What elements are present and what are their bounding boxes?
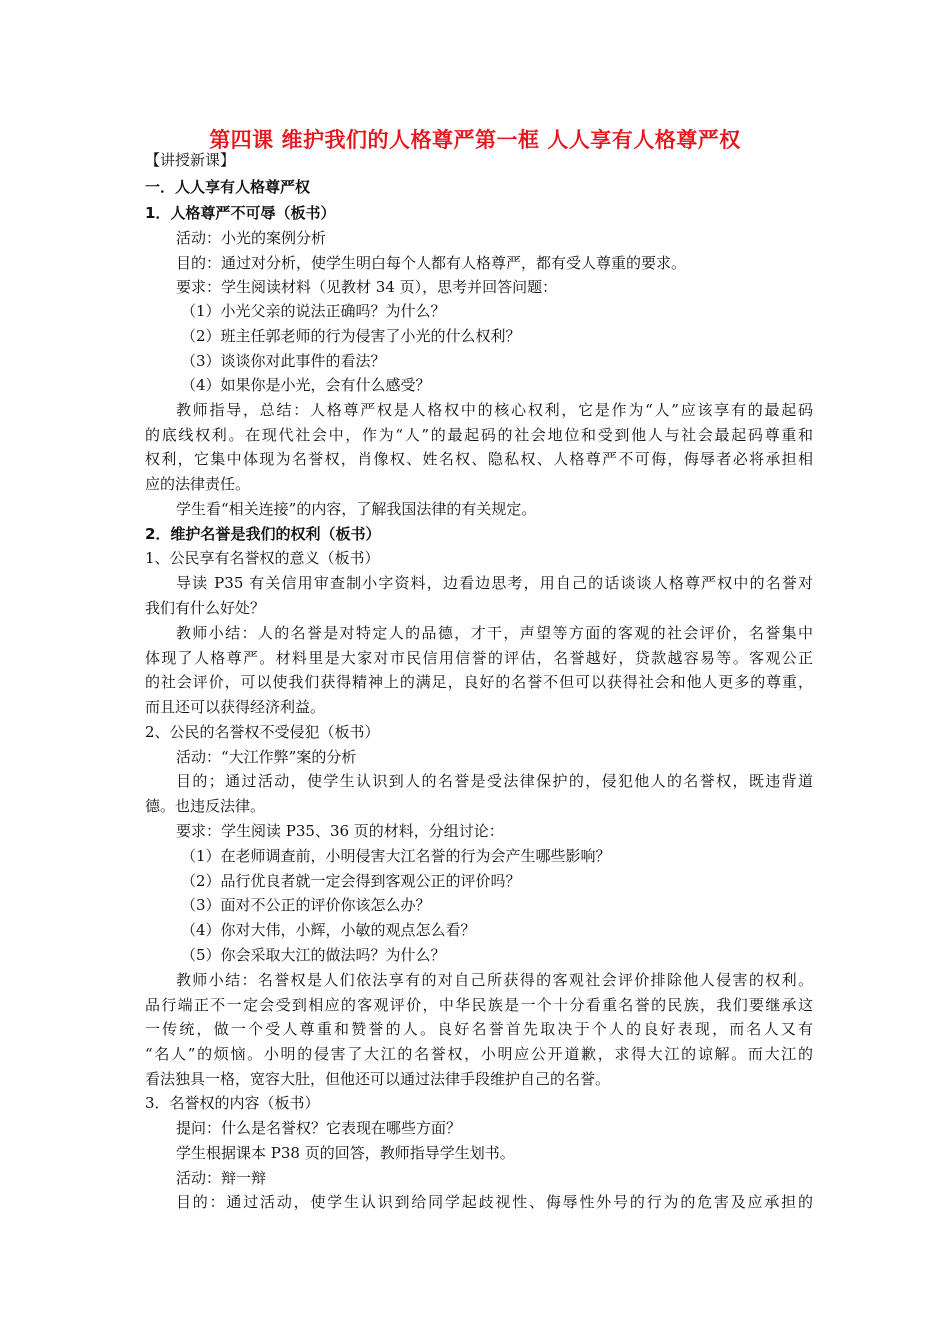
- paragraph-line: 学生看“相关连接”的内容，了解我国法律的有关规定。: [176, 500, 537, 518]
- question-item: （2）班主任郭老师的行为侵害了小光的什么权利？: [181, 327, 521, 345]
- question-item: （4）你对大伟，小辉，小敏的观点怎么看？: [181, 921, 476, 939]
- paragraph-line: 应的法律责任。: [145, 475, 251, 493]
- question-item: （5）你会采取大江的做法吗？为什么？: [181, 946, 446, 964]
- sub-subheading: 2、公民的名誉权不受侵犯（板书）: [145, 723, 380, 741]
- sub-subheading: 3．名誉权的内容（板书）: [145, 1094, 320, 1112]
- paragraph-line: 的底线权利。在现代社会中，作为“人”的最起码的社会地位和受到他人与社会最起码尊重和: [145, 426, 813, 444]
- paragraph-line: 目的：通过活动，使学生认识到给同学起歧视性、侮辱性外号的行为的危害及应承担的: [176, 1193, 813, 1211]
- question-item: （4）如果你是小光，会有什么感受？: [181, 376, 431, 394]
- paragraph-line: 要求：学生阅读 P35、36 页的材料，分组讨论：: [176, 822, 504, 840]
- question-item: （3）面对不公正的评价你该怎么办？: [181, 896, 431, 914]
- paragraph-line: 而且还可以获得经济利益。: [145, 698, 326, 716]
- paragraph-line: 活动：“大江作弊”案的分析: [176, 748, 357, 766]
- paragraph-line: 活动：小光的案例分析: [176, 229, 327, 247]
- paragraph-line: 德。也违反法律。: [145, 797, 266, 815]
- paragraph-line: 体现了人格尊严。材料里是大家对市民信用信誉的评估，名誉越好，贷款越容易等。客观公正: [145, 649, 813, 667]
- paragraph-line: 要求：学生阅读材料（见教材 34 页），思考并回答问题：: [176, 278, 558, 296]
- paragraph-line: 看法独具一格，宽容大肚，但他还可以通过法律手段维护自己的名誉。: [145, 1070, 611, 1088]
- paragraph-line: 教师小结：人的名誉是对特定人的品德，才干，声望等方面的客观的社会评价，名誉集中: [176, 624, 813, 642]
- lesson-title: 第四课 维护我们的人格尊严第一框 人人享有人格尊严权: [209, 128, 741, 152]
- paragraph-line: 导读 P35 有关信用审查制小字资料，边看边思考，用自己的话谈谈人格尊严权中的名誉对: [176, 574, 813, 592]
- paragraph-line: 学生根据课本 P38 页的回答，教师指导学生划书。: [176, 1144, 515, 1162]
- paragraph-line: 活动：辩一辩: [176, 1169, 267, 1187]
- paragraph-line: 品行端正不一定会受到相应的客观评价，中华民族是一个十分看重名誉的民族，我们要继承这: [145, 996, 813, 1014]
- paragraph-line: 目的：通过对分析，使学生明白每个人都有人格尊严，都有受人尊重的要求。: [176, 254, 687, 272]
- subheading-1: 1．人格尊严不可辱（板书）: [145, 204, 336, 222]
- section-label: 【讲授新课】: [145, 151, 236, 169]
- question-item: （1）小光父亲的说法正确吗？为什么？: [181, 302, 446, 320]
- question-item: （1）在老师调查前，小明侵害大江名誉的行为会产生哪些影响？: [181, 847, 611, 865]
- paragraph-line: 一传统，做一个受人尊重和赞誉的人。良好名誉首先取决于个人的良好表现，而名人又有: [145, 1020, 813, 1038]
- subheading-2: 2．维护名誉是我们的权利（板书）: [145, 525, 381, 543]
- paragraph-line: 我们有什么好处？: [145, 599, 266, 617]
- paragraph-line: 目的；通过活动，使学生认识到人的名誉是受法律保护的，侵犯他人的名誉权，既违背道: [176, 772, 813, 790]
- question-item: （3）谈谈你对此事件的看法？: [181, 352, 386, 370]
- paragraph-line: 的社会评价，可以使我们获得精神上的满足，良好的名誉不但可以获得社会和他人更多的尊重，: [145, 673, 813, 691]
- question-item: （2）品行优良者就一定会得到客观公正的评价吗？: [181, 872, 521, 890]
- sub-subheading: 1、公民享有名誉权的意义（板书）: [145, 549, 380, 567]
- paragraph-line: 权利，它集中体现为名誉权，肖像权、姓名权、隐私权、人格尊严不可侮，侮辱者必将承担相: [145, 450, 813, 468]
- paragraph-line: 提问：什么是名誉权？它表现在哪些方面？: [176, 1119, 462, 1137]
- paragraph-line: 教师指导，总结：人格尊严权是人格权中的核心权利，它是作为“人”应该享有的最起码: [176, 401, 813, 419]
- paragraph-line: “名人”的烦恼。小明的侵害了大江的名誉权，小明应公开道歉，求得大江的谅解。而大江的: [145, 1045, 813, 1063]
- paragraph-line: 教师小结：名誉权是人们依法享有的对自己所获得的客观社会评价排除他人侵害的权利。: [176, 971, 813, 989]
- heading-1: 一．人人享有人格尊严权: [145, 178, 311, 196]
